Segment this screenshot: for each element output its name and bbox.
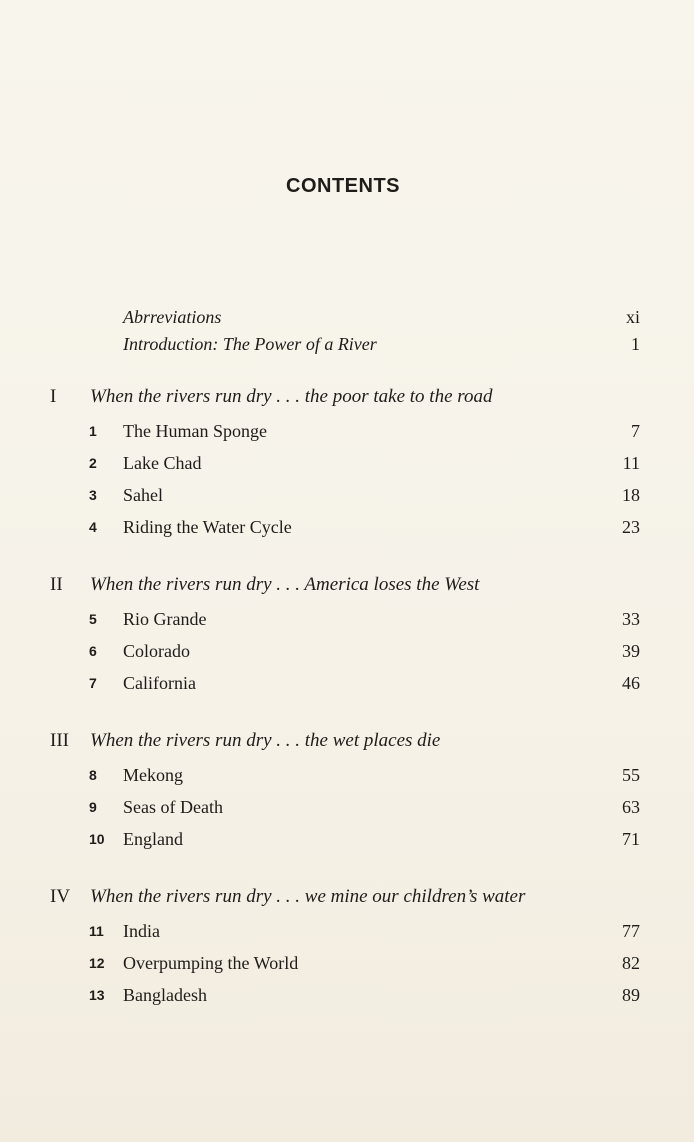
chapter-page: 23 bbox=[622, 517, 640, 537]
contents-title: CONTENTS bbox=[286, 175, 400, 197]
chapter-number: 13 bbox=[89, 987, 105, 1003]
chapter-page: 77 bbox=[622, 921, 640, 941]
chapter-page: 89 bbox=[622, 985, 640, 1005]
chapter-row bbox=[0, 482, 694, 508]
part-numeral: II bbox=[50, 574, 63, 595]
chapter-page: 18 bbox=[622, 485, 640, 505]
chapter-row bbox=[0, 638, 694, 664]
chapter-number: 8 bbox=[89, 767, 97, 783]
chapter-page: 55 bbox=[622, 765, 640, 785]
part-heading-1 bbox=[0, 384, 694, 410]
chapter-number: 4 bbox=[89, 519, 97, 535]
chapter-title: Sahel bbox=[123, 485, 163, 505]
chapter-title: California bbox=[123, 673, 196, 693]
chapter-row bbox=[0, 982, 694, 1008]
chapter-row bbox=[0, 826, 694, 852]
chapter-number: 6 bbox=[89, 643, 97, 659]
chapter-row bbox=[0, 794, 694, 820]
chapter-row bbox=[0, 950, 694, 976]
part-heading-4 bbox=[0, 884, 694, 910]
part-numeral: I bbox=[50, 386, 57, 407]
chapter-title: India bbox=[123, 921, 160, 941]
chapter-row bbox=[0, 762, 694, 788]
chapter-number: 12 bbox=[89, 955, 105, 971]
part-numeral: III bbox=[50, 730, 69, 751]
toc-entry-introduction bbox=[0, 331, 694, 357]
chapter-title: Riding the Water Cycle bbox=[123, 517, 292, 537]
chapter-number: 10 bbox=[89, 831, 105, 847]
entry-label: Abrreviations bbox=[123, 307, 222, 327]
chapter-page: 7 bbox=[631, 421, 640, 441]
chapter-row bbox=[0, 450, 694, 476]
chapter-number: 5 bbox=[89, 611, 97, 627]
chapter-number: 7 bbox=[89, 675, 97, 691]
chapter-number: 1 bbox=[89, 423, 97, 439]
chapter-title: Overpumping the World bbox=[123, 953, 299, 973]
chapter-page: 63 bbox=[622, 797, 640, 817]
toc-entry-abbreviations bbox=[0, 304, 694, 330]
chapter-title: Bangladesh bbox=[123, 985, 207, 1005]
chapter-page: 11 bbox=[622, 453, 640, 473]
chapter-title: Seas of Death bbox=[123, 797, 223, 817]
part-heading-3 bbox=[0, 728, 694, 754]
part-title: When the rivers run dry . . . America loses the West bbox=[90, 574, 480, 595]
chapter-title: England bbox=[123, 829, 183, 849]
chapter-page: 82 bbox=[622, 953, 640, 973]
part-title: When the rivers run dry . . . the poor take to the road bbox=[90, 386, 493, 407]
entry-page: xi bbox=[625, 307, 640, 327]
chapter-page: 33 bbox=[622, 609, 640, 629]
part-numeral: IV bbox=[50, 886, 71, 907]
part-title: When the rivers run dry . . . we mine our children’s water bbox=[90, 886, 526, 907]
chapter-page: 39 bbox=[622, 641, 640, 661]
chapter-title: Colorado bbox=[123, 641, 190, 661]
chapter-number: 9 bbox=[89, 799, 97, 815]
part-heading-2 bbox=[0, 572, 694, 598]
chapter-number: 3 bbox=[89, 487, 97, 503]
part-title: When the rivers run dry . . . the wet places die bbox=[90, 730, 441, 751]
chapter-row bbox=[0, 418, 694, 444]
entry-label: Introduction: The Power of a River bbox=[123, 334, 377, 354]
chapter-title: Rio Grande bbox=[123, 609, 207, 629]
chapter-row bbox=[0, 670, 694, 696]
chapter-row bbox=[0, 606, 694, 632]
entry-page: 1 bbox=[631, 334, 640, 354]
chapter-title: Mekong bbox=[123, 765, 183, 785]
chapter-row bbox=[0, 514, 694, 540]
chapter-title: Lake Chad bbox=[123, 453, 202, 473]
chapter-number: 2 bbox=[89, 455, 97, 471]
chapter-title: The Human Sponge bbox=[123, 421, 267, 441]
chapter-page: 71 bbox=[622, 829, 640, 849]
chapter-page: 46 bbox=[622, 673, 640, 693]
chapter-row bbox=[0, 918, 694, 944]
chapter-number: 11 bbox=[89, 923, 104, 939]
